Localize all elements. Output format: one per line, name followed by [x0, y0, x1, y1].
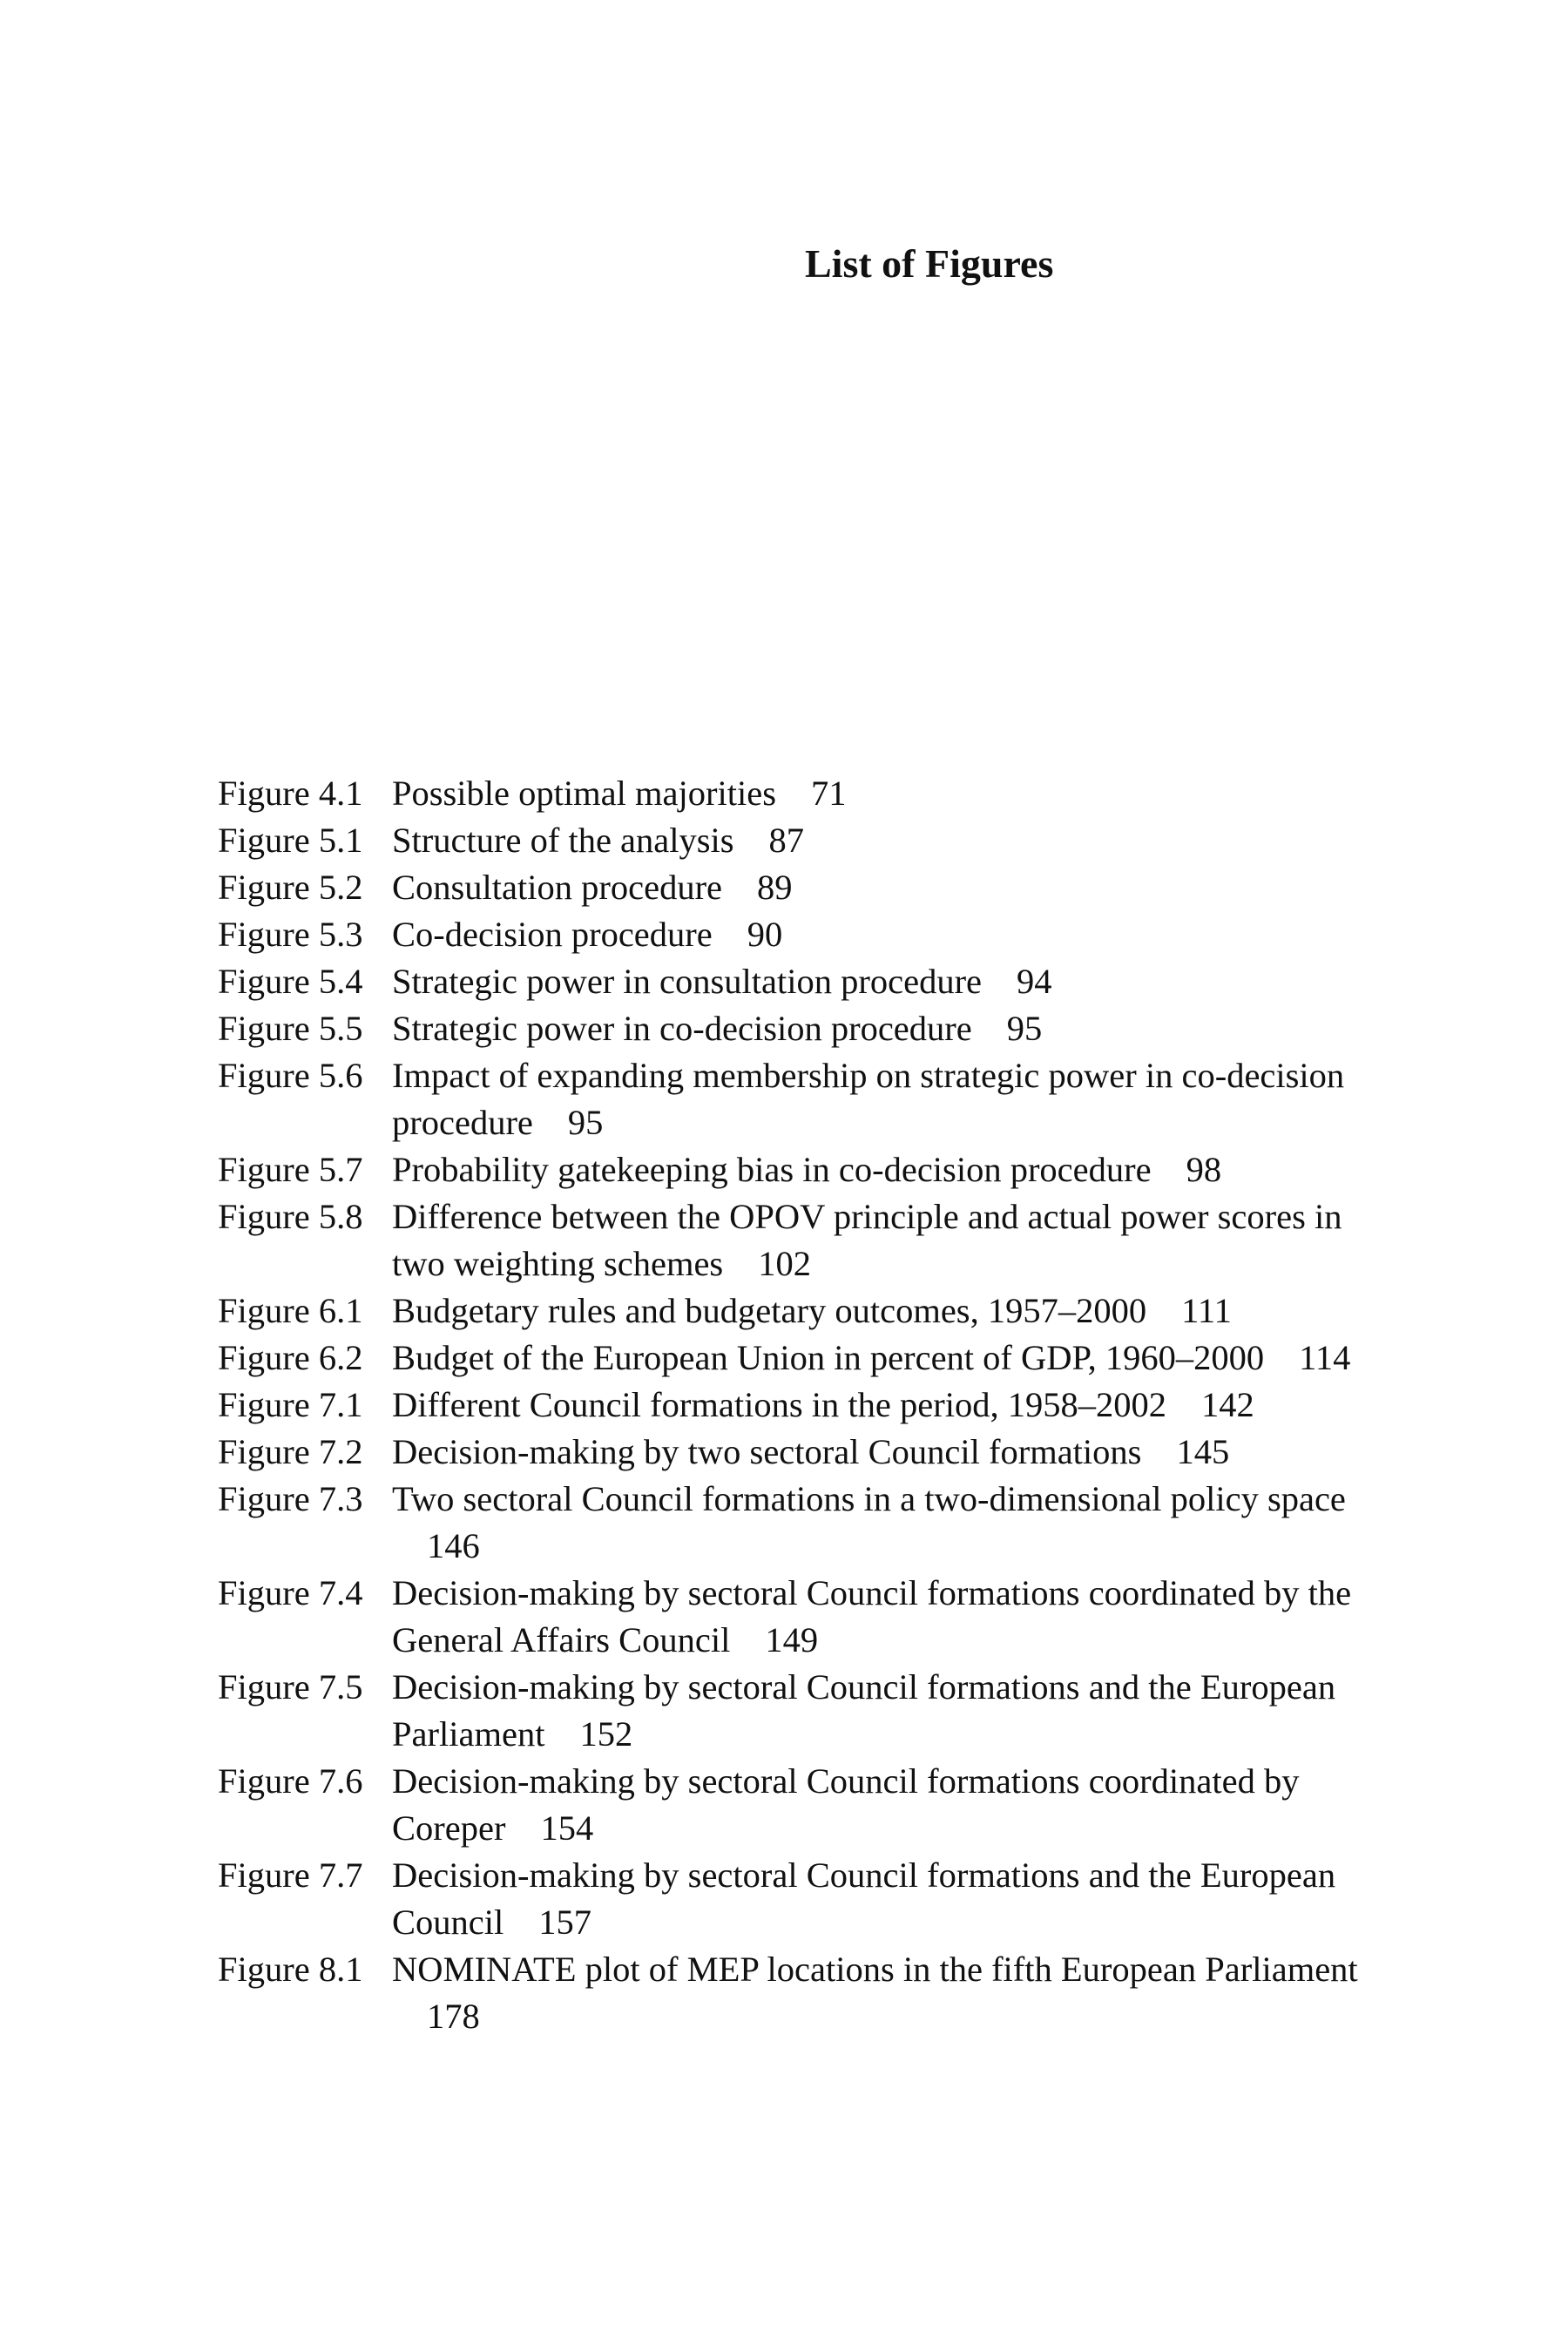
list-item	[218, 1052, 1368, 1146]
list-item	[218, 1570, 1368, 1664]
list-item	[218, 1146, 1368, 1193]
figure-caption: Impact of expanding membership on strategic power in co-decision procedure	[392, 1056, 1345, 1142]
figure-caption: Co-decision procedure	[392, 915, 713, 954]
list-item	[218, 1005, 1368, 1052]
figure-caption: Decision-making by sectoral Council formations coordinated by Coreper	[392, 1761, 1300, 1848]
list-item	[218, 864, 1368, 911]
figure-caption: Possible optimal majorities	[392, 774, 776, 813]
list-item	[218, 1946, 1368, 2040]
figure-page-number: 111	[1181, 1291, 1232, 1330]
figure-list	[218, 770, 1368, 2040]
figure-page-number: 90	[747, 915, 783, 954]
figure-caption: NOMINATE plot of MEP locations in the fifth European Parliament	[392, 1950, 1358, 1989]
list-item	[218, 911, 1368, 958]
figure-caption: Two sectoral Council formations in a two-dimensional policy space	[392, 1479, 1346, 1518]
figure-page-number: 154	[540, 1808, 594, 1848]
list-item	[218, 770, 1368, 817]
figure-caption: Strategic power in co-decision procedure	[392, 1009, 972, 1048]
figure-caption: Decision-making by two sectoral Council formations	[392, 1432, 1142, 1471]
figure-caption: Decision-making by sectoral Council formations and the European Parliament	[392, 1667, 1336, 1754]
figure-page-number: 157	[538, 1903, 591, 1942]
figure-page-number: 149	[765, 1620, 819, 1659]
figure-caption: Consultation procedure	[392, 868, 723, 907]
list-item	[218, 958, 1368, 1005]
figure-label: Figure 5.6	[218, 1056, 363, 1095]
list-item	[218, 1758, 1368, 1852]
figure-page-number: 142	[1200, 1385, 1254, 1424]
figure-label: Figure 7.6	[218, 1761, 363, 1801]
figure-label: Figure 7.4	[218, 1573, 363, 1612]
figure-caption: Strategic power in consultation procedure	[392, 962, 983, 1001]
figure-caption: Decision-making by sectoral Council formations and the European Council	[392, 1855, 1336, 1942]
figure-page-number: 94	[1017, 962, 1052, 1001]
figure-label: Figure 5.4	[218, 962, 363, 1001]
list-item	[218, 1335, 1368, 1382]
figure-label: Figure 7.1	[218, 1385, 363, 1424]
figure-page-number: 98	[1186, 1150, 1222, 1189]
figure-label: Figure 5.3	[218, 915, 363, 954]
figure-page-number: 87	[768, 821, 805, 860]
list-item	[218, 1288, 1368, 1335]
list-item	[218, 1193, 1368, 1288]
list-item	[218, 1664, 1368, 1758]
figure-label: Figure 5.2	[218, 868, 363, 907]
figure-page-number: 95	[1006, 1009, 1043, 1048]
figure-page-number: 178	[427, 1997, 480, 2036]
figure-caption: Budget of the European Union in percent of GDP, 1960–2000	[392, 1338, 1265, 1377]
figure-page-number: 152	[579, 1714, 633, 1754]
figure-page-number: 89	[757, 868, 793, 907]
figure-label: Figure 7.7	[218, 1855, 363, 1895]
list-item	[218, 1382, 1368, 1429]
figure-caption: Probability gatekeeping bias in co-decision procedure	[392, 1150, 1152, 1189]
list-item	[218, 1429, 1368, 1476]
figure-label: Figure 8.1	[218, 1950, 363, 1989]
figure-page-number: 114	[1299, 1338, 1351, 1377]
figure-page-number: 102	[758, 1244, 811, 1283]
figure-label: Figure 7.2	[218, 1432, 363, 1471]
page-title: List of Figures	[805, 241, 1054, 286]
figure-label: Figure 5.5	[218, 1009, 363, 1048]
figure-caption: Different Council formations in the period, 1958–2002	[392, 1385, 1166, 1424]
figure-label: Figure 5.7	[218, 1150, 363, 1189]
figure-caption: Difference between the OPOV principle and actual power scores in two weighting schemes	[392, 1197, 1342, 1283]
figure-page-number: 145	[1176, 1432, 1230, 1471]
figure-label: Figure 6.1	[218, 1291, 363, 1330]
figure-label: Figure 7.3	[218, 1479, 363, 1518]
figure-label: Figure 5.8	[218, 1197, 363, 1236]
figure-label: Figure 5.1	[218, 821, 363, 860]
figure-page-number: 95	[567, 1103, 604, 1142]
figure-page-number: 71	[810, 774, 847, 813]
figure-label: Figure 7.5	[218, 1667, 363, 1707]
figure-page-number: 146	[427, 1526, 480, 1565]
list-item	[218, 817, 1368, 864]
figure-label: Figure 4.1	[218, 774, 363, 813]
list-item	[218, 1476, 1368, 1570]
list-item	[218, 1852, 1368, 1946]
figure-caption: Decision-making by sectoral Council formations coordinated by the General Affairs Council	[392, 1573, 1352, 1659]
figure-caption: Structure of the analysis	[392, 821, 734, 860]
figure-label: Figure 6.2	[218, 1338, 363, 1377]
figure-caption: Budgetary rules and budgetary outcomes, 1957–2000	[392, 1291, 1147, 1330]
